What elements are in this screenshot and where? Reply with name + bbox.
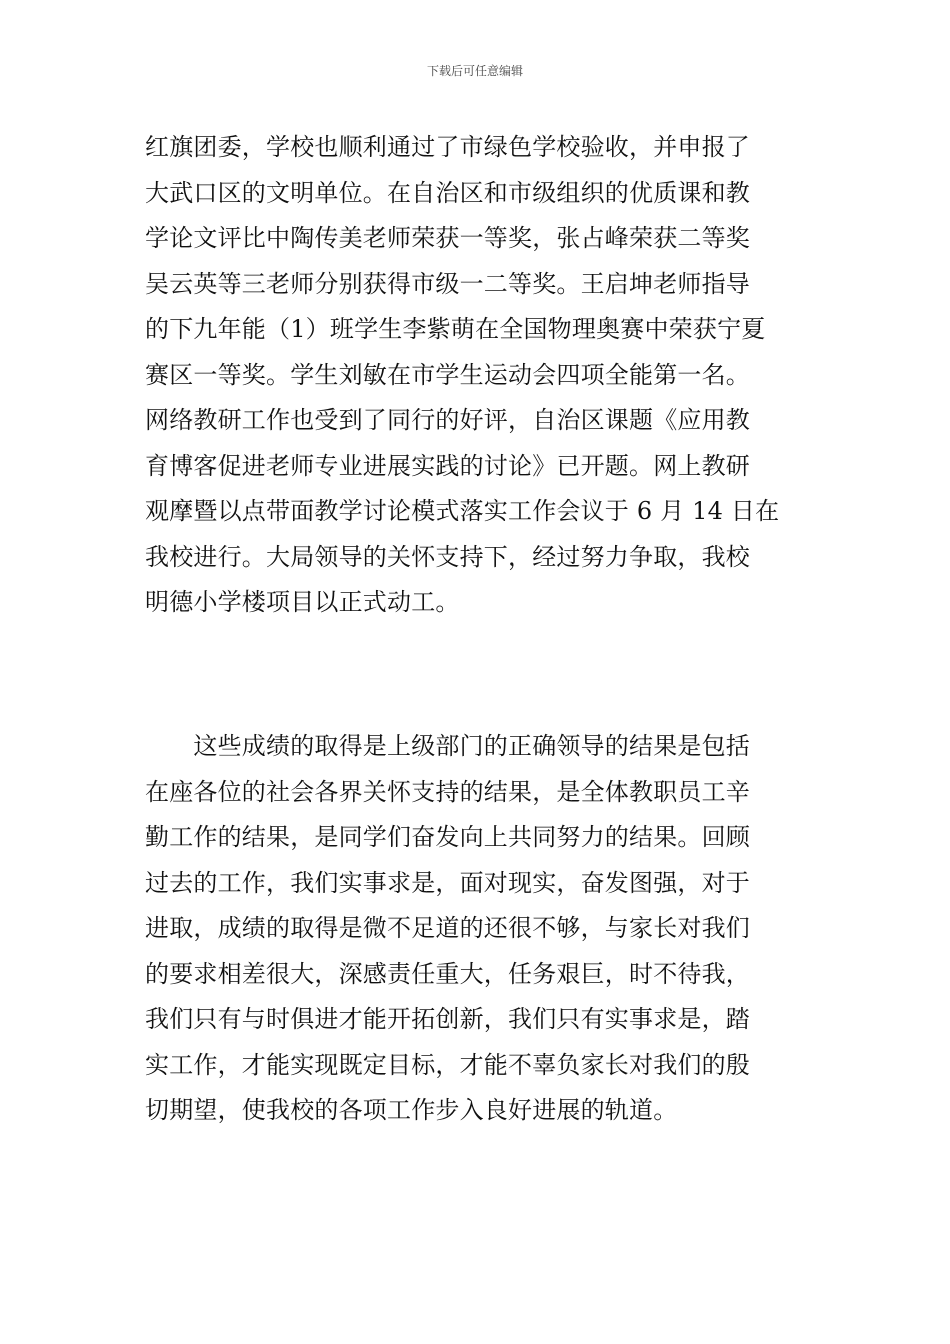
text-line: 进取，成绩的取得是微不足道的还很不够，与家长对我们 — [145, 914, 750, 942]
page-header: 下载后可任意编辑 — [426, 64, 523, 78]
text-line: 过去的工作，我们实事求是，面对现实，奋发图强，对于 — [145, 868, 750, 897]
text-line: 吴云英等三老师分别获得市级一二等奖。王启坤老师指导 — [145, 269, 750, 298]
text-line: 实工作，才能实现既定目标，才能不辜负家长对我们的殷 — [145, 1050, 750, 1079]
text-line: 的要求相差很大，深感责任重大，任务艰巨，时不待我， — [145, 959, 750, 988]
text-line: 在座各位的社会各界关怀支持的结果，是全体教职员工辛 — [145, 777, 750, 806]
text-line: 观摩暨以点带面教学讨论模式落实工作会议于 6 月 14 日在 — [145, 497, 780, 525]
text-line: 学论文评比中陶传美老师荣获一等奖，张占峰荣获二等奖 — [145, 224, 750, 252]
text-line: 的下九年能（1）班学生李紫萌在全国物理奥赛中荣获宁夏 — [145, 315, 766, 343]
paragraph-1 — [145, 125, 810, 626]
text-line: 切期望，使我校的各项工作步入良好进展的轨道。 — [145, 1096, 678, 1124]
text-line: 赛区一等奖。学生刘敏在市学生运动会四项全能第一名。 — [145, 360, 750, 389]
text-line: 我校进行。大局领导的关怀支持下，经过努力争取，我校 — [145, 542, 750, 571]
text-line: 育博客促进老师专业进展实践的讨论》已开题。网上教研 — [145, 451, 750, 480]
text-line: 勤工作的结果，是同学们奋发向上共同努力的结果。回顾 — [145, 823, 750, 851]
text-line: 明德小学楼项目以正式动工。 — [145, 588, 460, 616]
text-line: 大武口区的文明单位。在自治区和市级组织的优质课和教 — [145, 178, 750, 207]
text-line: 网络教研工作也受到了同行的好评，自治区课题《应用教 — [145, 406, 750, 434]
text-line: 我们只有与时俱进才能开拓创新，我们只有实事求是，踏 — [145, 1005, 750, 1033]
text-line: 红旗团委，学校也顺利通过了市绿色学校验收，并申报了 — [145, 133, 750, 161]
paragraph-2 — [145, 724, 810, 1134]
text-line: 这些成绩的取得是上级部门的正确领导的结果是包括 — [145, 732, 750, 760]
